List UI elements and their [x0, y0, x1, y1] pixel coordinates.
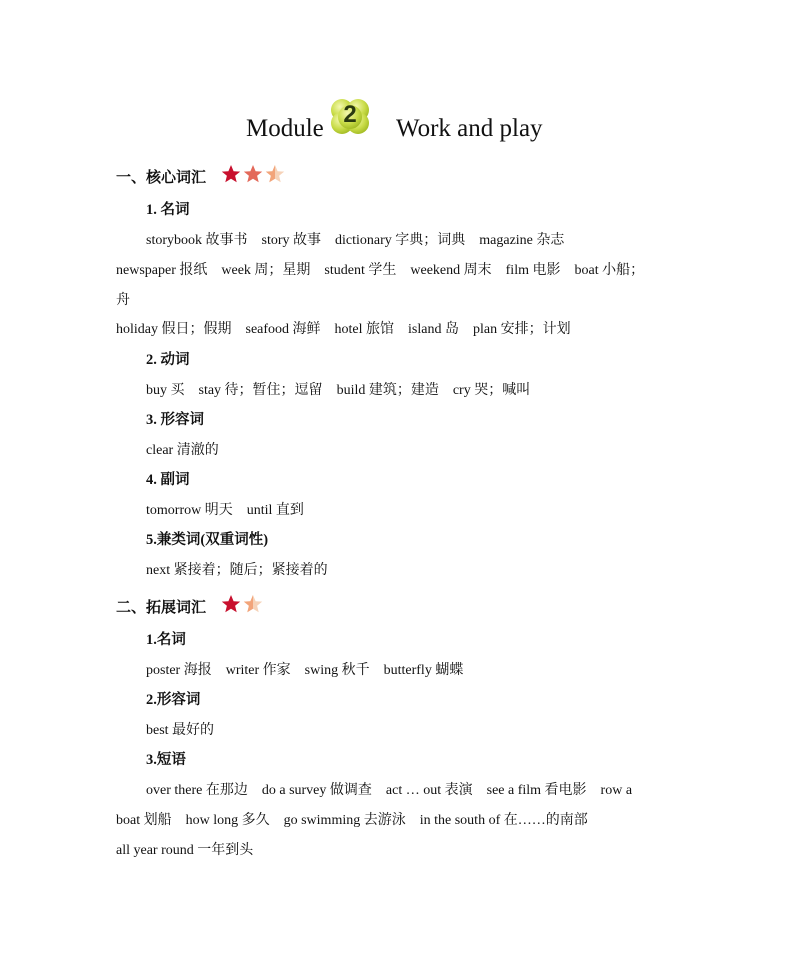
word-item: film 电影: [505, 263, 561, 278]
word-item: boat 小船；: [574, 263, 645, 278]
star-icon: [222, 165, 240, 182]
phrase-item: how long 多久: [185, 813, 270, 828]
word-item: writer 作家: [225, 663, 291, 678]
rating-stars: [221, 164, 287, 188]
core-adj-row: clear 清澈的: [146, 443, 219, 458]
word-item: weekend 周末: [410, 263, 492, 278]
core-nouns-row3: [116, 318, 585, 338]
section-heading-core: [116, 164, 287, 188]
star-icon: [244, 165, 262, 182]
word-item: dictionary 字典；词典: [335, 233, 466, 248]
word-item: holiday 假日；假期: [116, 322, 232, 337]
page-title: [0, 98, 794, 148]
word-item: week 周；星期: [221, 263, 311, 278]
core-nouns-row2-wrap: 舟: [116, 293, 130, 308]
phrase-item: row a: [600, 783, 633, 798]
core-multi-label: 5.兼类词(双重词性): [146, 532, 269, 548]
word-item: plan 安排；计划: [473, 322, 571, 337]
core-multi-row: next 紧接着；随后；紧接着的: [146, 563, 328, 578]
word-item: buy 买: [146, 383, 185, 398]
core-verbs-row: [146, 379, 544, 399]
ext-phrases-label: 3.短语: [146, 752, 186, 768]
word-item: seafood 海鲜: [245, 322, 321, 337]
word-item: island 岛: [408, 322, 459, 337]
section-heading-ext: [116, 594, 265, 618]
core-nouns-row2: [116, 259, 644, 279]
phrase-item: in the south of 在……的南部: [419, 813, 588, 828]
ext-nouns-row: [146, 659, 477, 679]
module-number: 2: [343, 101, 357, 128]
core-adj-label: 3. 形容词: [146, 412, 204, 428]
phrase-item: over there 在那边: [146, 783, 248, 798]
phrase-item: do a survey 做调查: [261, 783, 372, 798]
core-adv-row: [146, 499, 318, 519]
word-item: storybook 故事书: [146, 233, 248, 248]
core-nouns-row1: [146, 229, 578, 249]
title-topic: Work and play: [396, 115, 543, 142]
word-item: hotel 旅馆: [334, 322, 395, 337]
phrase-item: go swimming 去游泳: [283, 813, 406, 828]
core-adv-label: 4. 副词: [146, 472, 190, 488]
word-item: story 故事: [261, 233, 321, 248]
word-item: until 直到: [246, 503, 304, 518]
section-heading-text: 一、核心词汇: [116, 168, 207, 186]
rating-stars: [221, 594, 265, 618]
word-item: butterfly 蝴蝶: [383, 663, 464, 678]
word-item: newspaper 报纸: [116, 263, 208, 278]
word-item: build 建筑；建造: [336, 383, 439, 398]
phrase-item: boat 划船: [116, 813, 172, 828]
core-verbs-label: 2. 动词: [146, 352, 190, 368]
word-item: magazine 杂志: [479, 233, 565, 248]
ext-nouns-label: 1.名词: [146, 632, 186, 648]
word-item: student 学生: [324, 263, 397, 278]
ext-adj-label: 2.形容词: [146, 692, 201, 708]
ext-phrases-row1: [146, 779, 632, 799]
section-heading-text: 二、拓展词汇: [116, 598, 207, 616]
word-item: stay 待；暂住；逗留: [198, 383, 323, 398]
title-module: Module: [246, 115, 324, 142]
ext-phrases-row3: all year round 一年到头: [116, 843, 254, 858]
module-number-badge: [328, 98, 372, 136]
word-item: tomorrow 明天: [146, 503, 233, 518]
phrase-item: act … out 表演: [385, 783, 473, 798]
core-nouns-label: 1. 名词: [146, 202, 190, 218]
star-icon: [222, 595, 240, 612]
word-item: poster 海报: [146, 663, 212, 678]
word-item: swing 秋千: [304, 663, 370, 678]
phrase-item: see a film 看电影: [486, 783, 587, 798]
ext-phrases-row2: [116, 809, 602, 829]
word-item: cry 哭；喊叫: [452, 383, 531, 398]
ext-adj-row: best 最好的: [146, 723, 215, 738]
